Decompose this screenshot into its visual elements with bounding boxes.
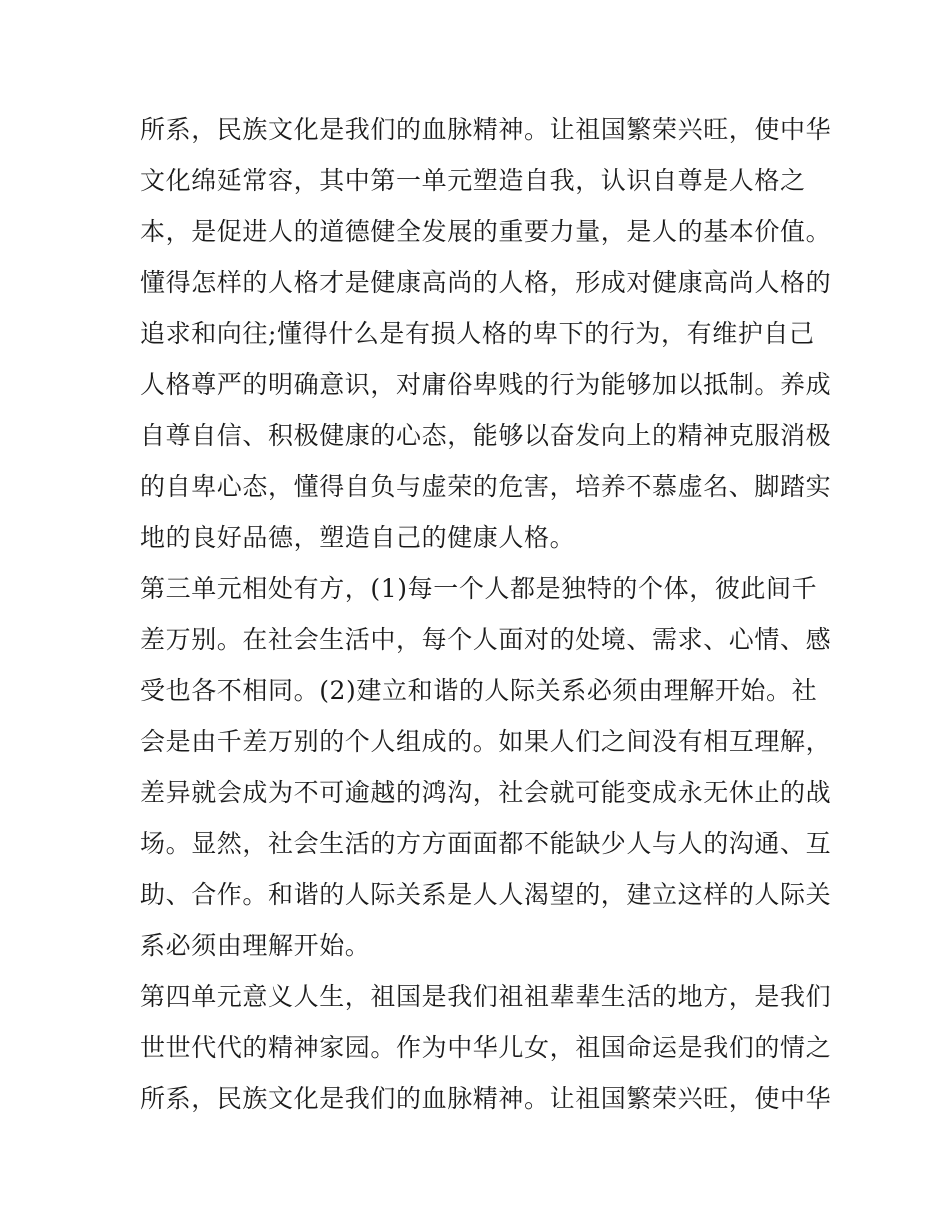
text-line: 懂得怎样的人格才是健康高尚的人格，形成对健康高尚人格的: [140, 268, 832, 297]
text-line: 系必须由理解开始。: [140, 931, 371, 960]
document-body: [140, 104, 832, 1124]
text-line: 自尊自信、积极健康的心态，能够以奋发向上的精神克服消极: [140, 421, 832, 450]
text-line: 人格尊严的明确意识，对庸俗卑贱的行为能够加以抵制。养成: [140, 370, 832, 399]
text-line: 世世代代的精神家园。作为中华儿女，祖国命运是我们的情之: [140, 1033, 832, 1062]
text-line: 追求和向往;懂得什么是有损人格的卑下的行为，有维护自己: [140, 319, 815, 348]
text-line: 差万别。在社会生活中，每个人面对的处境、需求、心情、感: [140, 625, 832, 654]
text-line: 所系，民族文化是我们的血脉精神。让祖国繁荣兴旺，使中华: [140, 1084, 832, 1113]
text-line: 差异就会成为不可逾越的鸿沟，社会就可能变成永无休止的战: [140, 778, 832, 807]
text-line: 受也各不相同。(2)建立和谐的人际关系必须由理解开始。社: [140, 676, 818, 705]
text-line: 所系，民族文化是我们的血脉精神。让祖国繁荣兴旺，使中华: [140, 115, 832, 144]
text-line: 第三单元相处有方，(1)每一个人都是独特的个体，彼此间千: [140, 574, 818, 603]
text-line: 地的良好品德，塑造自己的健康人格。: [140, 523, 576, 552]
text-line: 本，是促进人的道德健全发展的重要力量，是人的基本价值。: [140, 217, 832, 246]
text-line: 会是由千差万别的个人组成的。如果人们之间没有相互理解，: [140, 727, 832, 756]
text-line: 第四单元意义人生，祖国是我们祖祖辈辈生活的地方，是我们: [140, 982, 832, 1011]
text-line: 的自卑心态，懂得自负与虚荣的危害，培养不慕虚名、脚踏实: [140, 472, 832, 501]
text-line: 助、合作。和谐的人际关系是人人渴望的，建立这样的人际关: [140, 880, 832, 909]
text-line: 文化绵延常容，其中第一单元塑造自我，认识自尊是人格之: [140, 166, 806, 195]
text-line: 场。显然，社会生活的方方面面都不能缺少人与人的沟通、互: [140, 829, 832, 858]
